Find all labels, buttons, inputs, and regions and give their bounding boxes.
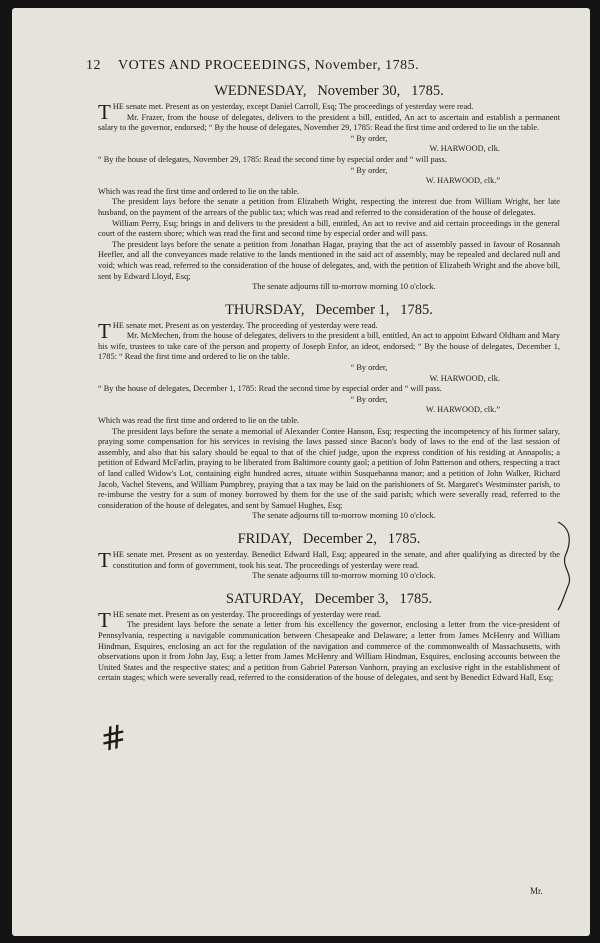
paragraph: The president lays before the senate a petition from Jonathan Hagar, praying that the act of assembly passed in favour of Rosannah Heefler, and all the conveyances made relative to the lands mentioned in the said act of assembly, may be repealed and declared null and void; which was read, referred to the consideration of the house of delegates, and, with the petition of Elizabeth Wright and the above bill, sent by Edward Lloyd, Esq; — [98, 239, 560, 281]
session-opening: THE senate met. Present as on yesterday. The proceedings of yesterday were read. — [98, 607, 381, 632]
clerk-signature: W. HARWOOD, clk. — [429, 373, 500, 383]
session-heading-wednesday: WEDNESDAY, November 30, 1785. — [214, 83, 444, 99]
running-header — [86, 56, 560, 76]
by-order-line: “ By order, — [350, 133, 388, 143]
session-opening: THE senate met. Present as on yesterday, except Daniel Carroll, Esq; The proceedings of yesterday were read. — [98, 100, 474, 124]
adjournment-line: The senate adjourns till to-morrow morning 10 o'clock. — [252, 282, 436, 292]
session-opening: THE senate met. Present as on yesterday. The proceeding of yesterday were read. — [98, 318, 378, 343]
drop-cap: T — [98, 318, 111, 343]
clerk-signature: W. HARWOOD, clk.” — [425, 405, 500, 415]
drop-cap: T — [98, 547, 111, 572]
session-heading-thursday: THURSDAY, December 1, 1785. — [225, 301, 433, 318]
paragraph: “ By the house of delegates, December 1, 1785: Read the second time by especial order and “ will pass. — [98, 384, 442, 394]
page-number: 12 — [86, 58, 101, 73]
paragraph: Which was read the first time and ordered to lie on the table. — [98, 416, 300, 426]
document-page — [12, 8, 590, 936]
paragraph: Mr. McMechen, from the house of delegates, delivers to the president a bill, entitled, An act to appoint Edward Oldham and Mary his wife, trustees to take care of the person and property of Joseph Enfor, an ideot, endorsed; “ By the house of delegates, December 1, 1785: “ Read the first time and ordered to lie on the table. — [98, 331, 560, 362]
by-order-line: “ By order, — [350, 363, 388, 373]
session-heading-friday: FRIDAY, December 2, 1785. — [237, 530, 421, 547]
catchword: Mr. — [530, 886, 543, 896]
drop-cap: T — [98, 607, 111, 632]
drop-cap: T — [98, 100, 111, 124]
margin-hash-mark: # — [96, 716, 131, 760]
running-title: VOTES AND PROCEEDINGS, November, 1785. — [118, 58, 420, 73]
adjournment-line: The senate adjourns till to-morrow morning 10 o'clock. — [252, 511, 436, 521]
by-order-line: “ By order, — [350, 165, 388, 175]
by-order-line: “ By order, — [350, 394, 388, 404]
clerk-signature: W. HARWOOD, clk. — [429, 144, 500, 154]
session-heading-saturday: SATURDAY, December 3, 1785. — [225, 590, 433, 607]
paragraph: “ By the house of delegates, November 29, 1785: Read the second time by especial order and “ will pass. — [98, 154, 447, 164]
paragraph: Mr. Frazer, from the house of delegates, delivers to the president a bill, entitled, An act to ascertain and establish a permanent salary to the governor, endorsed; “ By the house of delegates, November 29, 1785: Read the first time and ordered to lie on the table. — [98, 112, 560, 133]
paragraph: The president lays before the senate a letter from his excellency the governor, enclosing a letter from the vice-president of Pennsylvania, respecting a navigable communication between Chesapeake and Delaware; a letter from James McHenry and William Hindman, Esquires, enclosing an act for the regulation of the navigation and commerce of the commonwealth of Massachusetts, with observations upon it from John Jay, Esq; a letter from James McHenry and William Hindman, Esquires, enclosing accounts between the United States and the respective states; and a petition from Gabriel Paterson Vanhorn, praying an exclusive right in the establishment of certain stages; which were severally read, referred to the consideration of the house of delegates, and sent by Benedict Edward Hall, Esq; — [98, 620, 560, 683]
adjournment-line: The senate adjourns till to-morrow morning 10 o'clock. — [252, 571, 436, 581]
paragraph: The president lays before the senate a petition from Elizabeth Wright, respecting the interest due from William Wright, her late husband, on the payment of the arrears of the public tax; which was read and referred to the consideration of the house of delegates. — [98, 197, 560, 217]
paragraph: The president lays before the senate a memorial of Alexander Contee Hanson, Esq; respecting the incompetency of his former salary, praying some compensation for his services in revising the laws passed since Bacon's body of laws to the end of the last session of assembly, and also that his salary should be equal to that of the chief judge, upon the express condition of his residing at Annapolis; a petition of Edward McFarlin, praying to be liberated from Baltimore county gaol; a petition of John Patterson and others, respecting a tract of land called Widow's Lot, containing eight hundred acres, situate within Susquehanna manor; and a petition of John Walker, Richard Jacob, Vachel Stevens, and William Pumphrey, praying that a tax may be laid on the parishioners of St. Margaret's Westminster parish, to re-imburse the vestry for a sum of money borrowed by them for the use of the said parish; which were severally read, referred to the consideration of the house of delegates, and sent by Samuel Hughes, Esq; — [98, 426, 560, 510]
paragraph: William Perry, Esq; brings in and delivers to the president a bill, entitled, An act to revive and aid certain proceedings in the general court of the eastern shore; which was read the first and second time by especial order and will pass. — [98, 218, 560, 239]
paragraph: Which was read the first time and ordered to lie on the table. — [98, 186, 300, 196]
clerk-signature: W. HARWOOD, clk.” — [425, 176, 500, 186]
session-opening: THE senate met. Present as on yesterday. Benedict Edward Hall, Esq; appeared in the senate, and after qualifying as directed by the constitution and form of government, took his seat. The proceedings of yesterday were read. — [98, 547, 560, 572]
